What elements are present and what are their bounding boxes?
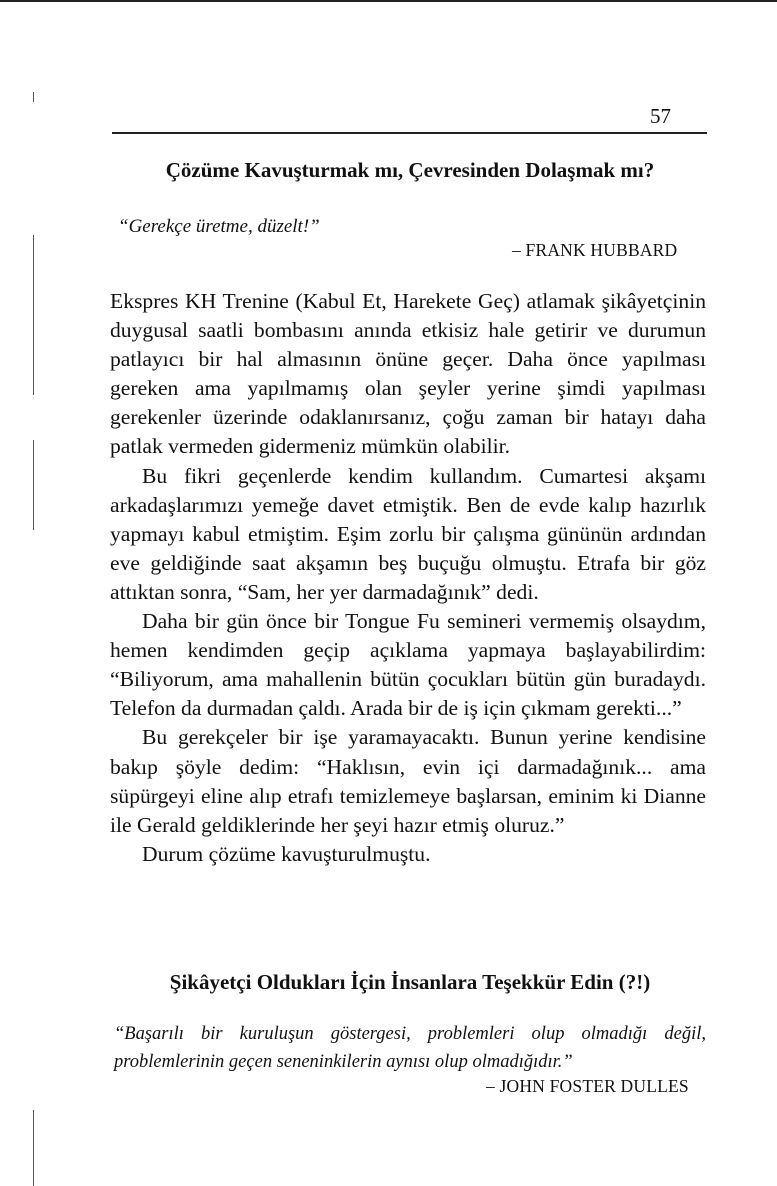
page-top-edge bbox=[0, 0, 777, 2]
epigraph-attribution: – JOHN FOSTER DULLES bbox=[486, 1076, 689, 1096]
scan-mark bbox=[33, 92, 34, 102]
scan-mark bbox=[33, 1110, 34, 1186]
header-rule bbox=[112, 132, 707, 134]
paragraph: Daha bir gün önce bir Tongue Fu semineri vermemiş olsaydım, hemen kendimden geçip açıklama yapmaya başlayabilirdim: “Biliyorum, ama mahallenin bütün çocukları bütün gün buradaydı. Telefon da durmadan çaldı. Arada bir de iş için çıkmam gerekti...” bbox=[110, 609, 706, 721]
scan-mark bbox=[33, 440, 34, 530]
scan-mark bbox=[33, 235, 34, 395]
paragraph: Bu gerekçeler bir işe yaramayacaktı. Bunun yerine kendisine bakıp şöyle dedim: “Haklısın, evin içi darmadağınık... ama süpürgeyi eline alıp etrafı temizlemeye başlarsan, eminim ki Dianne ile Gerald geldiklerinde her şeyi hazır etmiş oluruz.” bbox=[110, 725, 706, 837]
section-heading: Şikâyetçi Oldukları İçin İnsanlara Teşekkür Edin (?!) bbox=[169, 970, 651, 994]
epigraph-quote: “Başarılı bir kuruluşun göstergesi, problemleri olup olmadığı değil, problemlerinin geçen seneninkilerin aynısı olup olmadığıdır.” bbox=[114, 1024, 706, 1072]
body-text bbox=[110, 287, 706, 869]
section-heading: Çözüme Kavuşturmak mı, Çevresinden Dolaşmak mı? bbox=[165, 158, 655, 182]
page-number: 57 bbox=[650, 104, 671, 128]
paragraph: Durum çözüme kavuşturulmuştu. bbox=[142, 841, 431, 866]
paragraph: Bu fikri geçenlerde kendim kullandım. Cumartesi akşamı arkadaşlarımızı yemeğe davet etmiştik. Ben de evde kalıp hazırlık yapmayı kabul etmiştim. Eşim zorlu bir çalışma gününün ardından eve geldiğinde saat akşamın beş buçuğu olmuştu. Etrafa bir göz attıktan sonra, “Sam, her yer darmadağınık” dedi. bbox=[110, 463, 706, 604]
paragraph: Ekspres KH Trenine (Kabul Et, Harekete Geç) atlamak şikâyetçinin duygusal saatli bombasını anında etkisiz hale getirir ve durumun patlayıcı bir hal almasının önüne geçer. Daha önce yapılması gereken ama yapılmamış olan şeyler yerine şimdi yapılması gerekenler üzerinde odaklanırsanız, çoğu zaman bir hatayı daha patlak vermeden gidermeniz mümkün olabilir. bbox=[110, 289, 706, 459]
epigraph-quote: “Gerekçe üretme, düzelt!” bbox=[118, 216, 320, 237]
epigraph-attribution: – FRANK HUBBARD bbox=[512, 240, 678, 260]
